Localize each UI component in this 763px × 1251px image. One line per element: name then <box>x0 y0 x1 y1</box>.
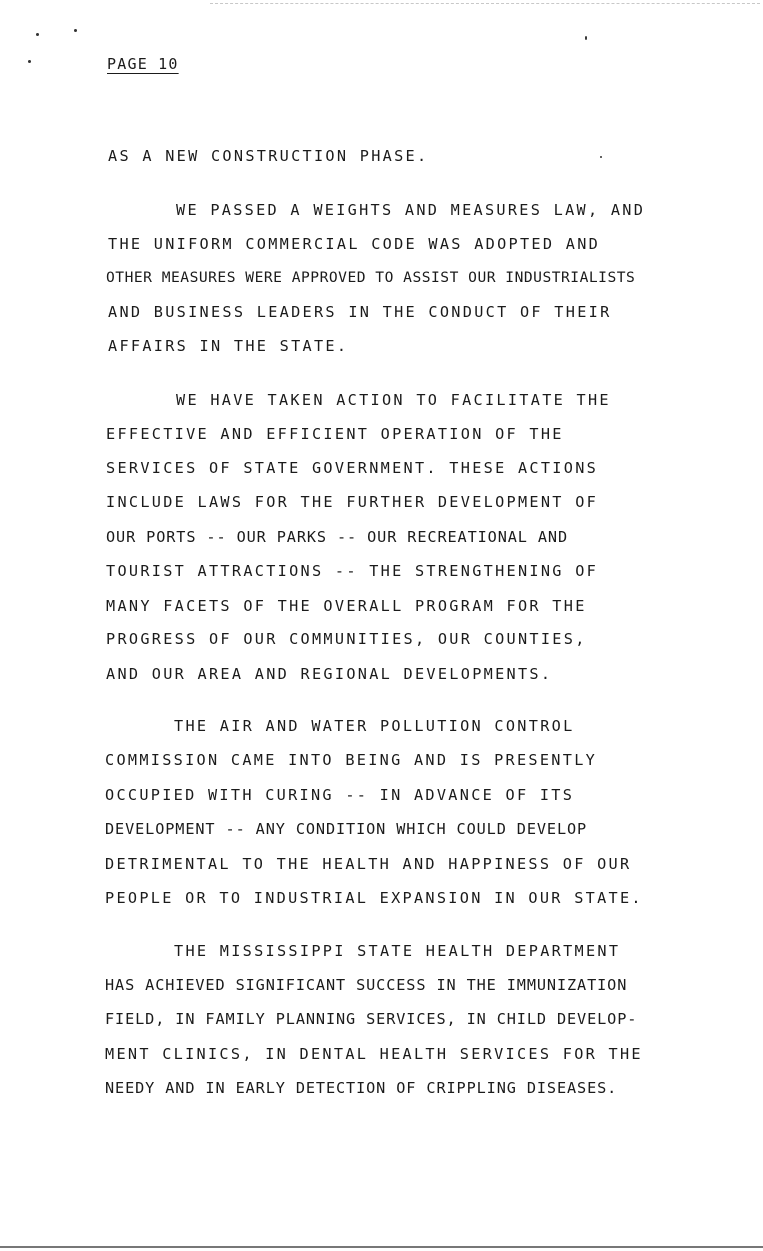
text-line: MANY FACETS OF THE OVERALL PROGRAM FOR THE <box>106 597 587 615</box>
text-line: OUR PORTS -- OUR PARKS -- OUR RECREATIONAL AND <box>106 528 569 546</box>
text-line: PEOPLE OR TO INDUSTRIAL EXPANSION IN OUR STATE. <box>105 889 643 907</box>
text-line: COMMISSION CAME INTO BEING AND IS PRESENTLY <box>105 751 598 769</box>
page-number: PAGE 10 <box>107 55 179 73</box>
text-line: NEEDY AND IN EARLY DETECTION OF CRIPPLING DISEASES. <box>105 1079 618 1097</box>
text-line: INCLUDE LAWS FOR THE FURTHER DEVELOPMENT OF <box>106 493 599 511</box>
text-line: DEVELOPMENT -- ANY CONDITION WHICH COULD DEVELOP <box>105 820 588 838</box>
scan-speck <box>74 29 77 32</box>
text-line: MENT CLINICS, IN DENTAL HEALTH SERVICES FOR THE <box>105 1045 643 1063</box>
text-line: OTHER MEASURES WERE APPROVED TO ASSIST OUR INDUSTRIALISTS <box>106 269 636 286</box>
text-line: TOURIST ATTRACTIONS -- THE STRENGTHENING OF <box>106 562 599 580</box>
text-line: DETRIMENTAL TO THE HEALTH AND HAPPINESS OF OUR <box>105 855 632 873</box>
text-line: THE MISSISSIPPI STATE HEALTH DEPARTMENT <box>174 942 621 960</box>
text-line: HAS ACHIEVED SIGNIFICANT SUCCESS IN THE IMMUNIZATION <box>105 976 628 994</box>
text-line: WE PASSED A WEIGHTS AND MEASURES LAW, AND <box>176 201 646 219</box>
text-line: PROGRESS OF OUR COMMUNITIES, OUR COUNTIES, <box>106 630 587 648</box>
bottom-edge-rule <box>0 1246 763 1248</box>
text-line: THE UNIFORM COMMERCIAL CODE WAS ADOPTED AND <box>108 235 601 253</box>
scan-speck <box>36 33 39 36</box>
top-edge-rule <box>210 3 760 4</box>
text-line: AS A NEW CONSTRUCTION PHASE. <box>108 147 429 165</box>
text-line: AND BUSINESS LEADERS IN THE CONDUCT OF THEIR <box>108 303 612 321</box>
text-line: FIELD, IN FAMILY PLANNING SERVICES, IN CHILD DEVELOP- <box>105 1010 638 1028</box>
text-line: OCCUPIED WITH CURING -- IN ADVANCE OF ITS <box>105 786 575 804</box>
scan-speck <box>600 156 602 158</box>
text-line: WE HAVE TAKEN ACTION TO FACILITATE THE <box>176 391 611 409</box>
text-line: AND OUR AREA AND REGIONAL DEVELOPMENTS. <box>106 665 553 683</box>
text-line: SERVICES OF STATE GOVERNMENT. THESE ACTIONS <box>106 459 599 477</box>
scan-speck <box>585 36 587 40</box>
text-line: THE AIR AND WATER POLLUTION CONTROL <box>174 717 575 735</box>
scan-speck <box>28 60 31 63</box>
text-line: AFFAIRS IN THE STATE. <box>108 337 349 355</box>
text-line: EFFECTIVE AND EFFICIENT OPERATION OF THE <box>106 425 564 443</box>
